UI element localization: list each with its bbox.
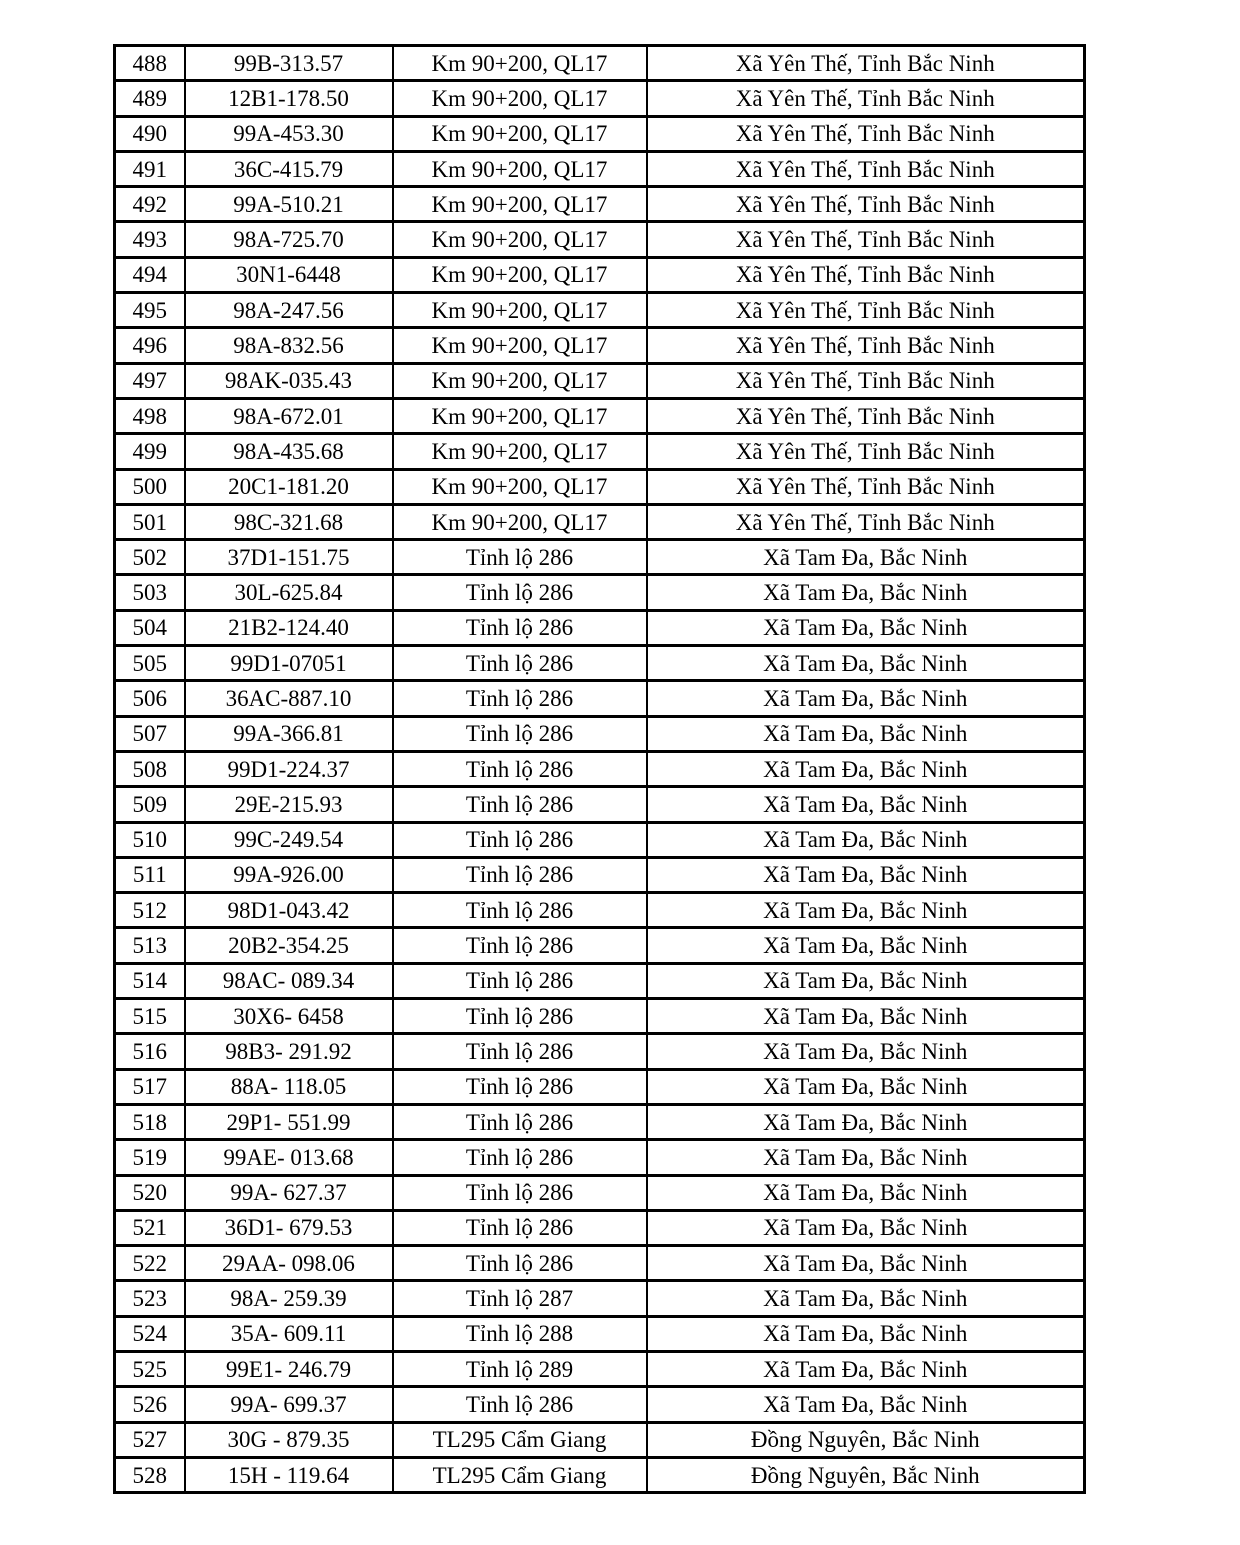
table-row (115, 1034, 1085, 1069)
cell-location: Km 90+200, QL17 (393, 328, 647, 363)
cell-plate: 99AE- 013.68 (185, 1140, 393, 1175)
cell-index: 506 (115, 681, 185, 716)
cell-index: 518 (115, 1104, 185, 1139)
table-row (115, 363, 1085, 398)
table-row (115, 787, 1085, 822)
table-row (115, 1457, 1085, 1492)
cell-plate: 98A-435.68 (185, 434, 393, 469)
cell-location: Km 90+200, QL17 (393, 293, 647, 328)
cell-plate: 99B-313.57 (185, 46, 393, 81)
cell-address: Xã Yên Thế, Tỉnh Bắc Ninh (647, 504, 1085, 539)
cell-index: 493 (115, 222, 185, 257)
cell-plate: 98AC- 089.34 (185, 963, 393, 998)
cell-index: 502 (115, 540, 185, 575)
table-row (115, 999, 1085, 1034)
cell-address: Xã Tam Đa, Bắc Ninh (647, 1210, 1085, 1245)
table-row (115, 398, 1085, 433)
cell-address: Xã Tam Đa, Bắc Ninh (647, 1104, 1085, 1139)
table-row (115, 504, 1085, 539)
table-row (115, 293, 1085, 328)
cell-location: Km 90+200, QL17 (393, 222, 647, 257)
cell-address: Xã Yên Thế, Tỉnh Bắc Ninh (647, 328, 1085, 363)
cell-location: Tỉnh lộ 286 (393, 1175, 647, 1210)
cell-plate: 30N1-6448 (185, 257, 393, 292)
cell-location: Km 90+200, QL17 (393, 187, 647, 222)
cell-plate: 30G - 879.35 (185, 1422, 393, 1457)
cell-index: 519 (115, 1140, 185, 1175)
cell-address: Xã Yên Thế, Tỉnh Bắc Ninh (647, 293, 1085, 328)
cell-plate: 98D1-043.42 (185, 893, 393, 928)
table-row (115, 434, 1085, 469)
cell-index: 495 (115, 293, 185, 328)
cell-location: Tỉnh lộ 286 (393, 646, 647, 681)
cell-index: 517 (115, 1069, 185, 1104)
cell-plate: 37D1-151.75 (185, 540, 393, 575)
cell-location: TL295 Cẩm Giang (393, 1422, 647, 1457)
table-row (115, 328, 1085, 363)
cell-address: Xã Tam Đa, Bắc Ninh (647, 751, 1085, 786)
table-row (115, 1281, 1085, 1316)
cell-address: Xã Tam Đa, Bắc Ninh (647, 610, 1085, 645)
cell-index: 498 (115, 398, 185, 433)
cell-location: Tỉnh lộ 286 (393, 751, 647, 786)
cell-plate: 98A-247.56 (185, 293, 393, 328)
cell-index: 528 (115, 1457, 185, 1492)
cell-location: Tỉnh lộ 286 (393, 681, 647, 716)
cell-index: 512 (115, 893, 185, 928)
cell-plate: 21B2-124.40 (185, 610, 393, 645)
cell-plate: 35A- 609.11 (185, 1316, 393, 1351)
cell-plate: 88A- 118.05 (185, 1069, 393, 1104)
table-row (115, 1351, 1085, 1386)
table-row (115, 963, 1085, 998)
cell-plate: 99A- 627.37 (185, 1175, 393, 1210)
cell-location: Tỉnh lộ 286 (393, 822, 647, 857)
cell-index: 504 (115, 610, 185, 645)
cell-location: Km 90+200, QL17 (393, 151, 647, 186)
vehicle-plate-table (113, 44, 1086, 1494)
table-row (115, 151, 1085, 186)
cell-address: Xã Tam Đa, Bắc Ninh (647, 1246, 1085, 1281)
cell-plate: 36C-415.79 (185, 151, 393, 186)
cell-plate: 20B2-354.25 (185, 928, 393, 963)
cell-address: Xã Tam Đa, Bắc Ninh (647, 1069, 1085, 1104)
cell-plate: 98A-672.01 (185, 398, 393, 433)
cell-location: Tỉnh lộ 286 (393, 575, 647, 610)
table-row (115, 681, 1085, 716)
cell-index: 515 (115, 999, 185, 1034)
cell-address: Xã Tam Đa, Bắc Ninh (647, 540, 1085, 575)
cell-index: 521 (115, 1210, 185, 1245)
cell-location: Tỉnh lộ 286 (393, 857, 647, 892)
cell-address: Xã Tam Đa, Bắc Ninh (647, 1387, 1085, 1422)
table-row (115, 1069, 1085, 1104)
cell-plate: 99A-510.21 (185, 187, 393, 222)
cell-plate: 98AK-035.43 (185, 363, 393, 398)
cell-location: Km 90+200, QL17 (393, 469, 647, 504)
cell-plate: 98C-321.68 (185, 504, 393, 539)
table-row (115, 610, 1085, 645)
cell-index: 516 (115, 1034, 185, 1069)
cell-location: Tỉnh lộ 286 (393, 963, 647, 998)
table-row (115, 116, 1085, 151)
cell-location: Tỉnh lộ 289 (393, 1351, 647, 1386)
table-row (115, 46, 1085, 81)
cell-address: Xã Yên Thế, Tỉnh Bắc Ninh (647, 257, 1085, 292)
table-row (115, 575, 1085, 610)
cell-address: Xã Yên Thế, Tỉnh Bắc Ninh (647, 222, 1085, 257)
cell-address: Xã Tam Đa, Bắc Ninh (647, 1034, 1085, 1069)
cell-index: 499 (115, 434, 185, 469)
cell-location: Km 90+200, QL17 (393, 434, 647, 469)
cell-index: 525 (115, 1351, 185, 1386)
cell-plate: 30L-625.84 (185, 575, 393, 610)
cell-plate: 12B1-178.50 (185, 81, 393, 116)
cell-location: Tỉnh lộ 286 (393, 1210, 647, 1245)
cell-plate: 99C-249.54 (185, 822, 393, 857)
table-row (115, 540, 1085, 575)
cell-plate: 30X6- 6458 (185, 999, 393, 1034)
cell-address: Xã Tam Đa, Bắc Ninh (647, 963, 1085, 998)
cell-index: 491 (115, 151, 185, 186)
cell-index: 514 (115, 963, 185, 998)
cell-address: Xã Tam Đa, Bắc Ninh (647, 646, 1085, 681)
cell-location: Km 90+200, QL17 (393, 398, 647, 433)
cell-plate: 99D1-07051 (185, 646, 393, 681)
cell-index: 496 (115, 328, 185, 363)
cell-address: Đồng Nguyên, Bắc Ninh (647, 1422, 1085, 1457)
cell-plate: 29P1- 551.99 (185, 1104, 393, 1139)
cell-location: Km 90+200, QL17 (393, 81, 647, 116)
cell-location: Tỉnh lộ 286 (393, 928, 647, 963)
plate-table-body (115, 46, 1085, 1493)
cell-location: Km 90+200, QL17 (393, 116, 647, 151)
cell-location: Tỉnh lộ 286 (393, 1069, 647, 1104)
cell-plate: 98B3- 291.92 (185, 1034, 393, 1069)
cell-index: 503 (115, 575, 185, 610)
cell-address: Xã Yên Thế, Tỉnh Bắc Ninh (647, 187, 1085, 222)
cell-index: 497 (115, 363, 185, 398)
table-row (115, 751, 1085, 786)
cell-location: Tỉnh lộ 286 (393, 716, 647, 751)
cell-address: Đồng Nguyên, Bắc Ninh (647, 1457, 1085, 1492)
cell-index: 524 (115, 1316, 185, 1351)
cell-address: Xã Tam Đa, Bắc Ninh (647, 999, 1085, 1034)
cell-plate: 98A-832.56 (185, 328, 393, 363)
table-row (115, 187, 1085, 222)
table-row (115, 469, 1085, 504)
cell-index: 505 (115, 646, 185, 681)
cell-index: 523 (115, 1281, 185, 1316)
table-row (115, 1210, 1085, 1245)
table-row (115, 1316, 1085, 1351)
cell-plate: 99A-453.30 (185, 116, 393, 151)
cell-address: Xã Tam Đa, Bắc Ninh (647, 787, 1085, 822)
cell-plate: 99D1-224.37 (185, 751, 393, 786)
cell-address: Xã Tam Đa, Bắc Ninh (647, 1175, 1085, 1210)
table-row (115, 1175, 1085, 1210)
cell-location: Km 90+200, QL17 (393, 46, 647, 81)
cell-address: Xã Yên Thế, Tỉnh Bắc Ninh (647, 363, 1085, 398)
cell-plate: 99A-926.00 (185, 857, 393, 892)
cell-address: Xã Tam Đa, Bắc Ninh (647, 822, 1085, 857)
table-row (115, 857, 1085, 892)
cell-address: Xã Tam Đa, Bắc Ninh (647, 716, 1085, 751)
cell-plate: 36D1- 679.53 (185, 1210, 393, 1245)
table-row (115, 1104, 1085, 1139)
table-row (115, 222, 1085, 257)
cell-index: 511 (115, 857, 185, 892)
cell-plate: 98A- 259.39 (185, 1281, 393, 1316)
cell-plate: 15H - 119.64 (185, 1457, 393, 1492)
cell-location: Tỉnh lộ 286 (393, 893, 647, 928)
cell-index: 489 (115, 81, 185, 116)
cell-address: Xã Yên Thế, Tỉnh Bắc Ninh (647, 434, 1085, 469)
cell-address: Xã Tam Đa, Bắc Ninh (647, 1316, 1085, 1351)
cell-location: Km 90+200, QL17 (393, 363, 647, 398)
table-row (115, 928, 1085, 963)
cell-index: 508 (115, 751, 185, 786)
cell-plate: 29E-215.93 (185, 787, 393, 822)
cell-index: 513 (115, 928, 185, 963)
table-row (115, 1140, 1085, 1175)
cell-address: Xã Yên Thế, Tỉnh Bắc Ninh (647, 398, 1085, 433)
table-row (115, 822, 1085, 857)
cell-index: 509 (115, 787, 185, 822)
cell-location: Tỉnh lộ 286 (393, 1387, 647, 1422)
cell-address: Xã Tam Đa, Bắc Ninh (647, 857, 1085, 892)
cell-index: 522 (115, 1246, 185, 1281)
cell-index: 490 (115, 116, 185, 151)
cell-address: Xã Yên Thế, Tỉnh Bắc Ninh (647, 469, 1085, 504)
table-row (115, 893, 1085, 928)
cell-plate: 99E1- 246.79 (185, 1351, 393, 1386)
cell-index: 500 (115, 469, 185, 504)
cell-location: Tỉnh lộ 286 (393, 1104, 647, 1139)
cell-index: 520 (115, 1175, 185, 1210)
cell-address: Xã Yên Thế, Tỉnh Bắc Ninh (647, 151, 1085, 186)
cell-index: 510 (115, 822, 185, 857)
cell-location: TL295 Cẩm Giang (393, 1457, 647, 1492)
table-row (115, 257, 1085, 292)
cell-location: Tỉnh lộ 286 (393, 1246, 647, 1281)
cell-plate: 36AC-887.10 (185, 681, 393, 716)
cell-location: Tỉnh lộ 286 (393, 1140, 647, 1175)
table-row (115, 1387, 1085, 1422)
cell-location: Tỉnh lộ 288 (393, 1316, 647, 1351)
table-row (115, 81, 1085, 116)
cell-address: Xã Yên Thế, Tỉnh Bắc Ninh (647, 46, 1085, 81)
cell-location: Km 90+200, QL17 (393, 504, 647, 539)
cell-address: Xã Tam Đa, Bắc Ninh (647, 1140, 1085, 1175)
table-row (115, 1246, 1085, 1281)
cell-address: Xã Tam Đa, Bắc Ninh (647, 1351, 1085, 1386)
cell-address: Xã Yên Thế, Tỉnh Bắc Ninh (647, 116, 1085, 151)
cell-address: Xã Yên Thế, Tỉnh Bắc Ninh (647, 81, 1085, 116)
cell-index: 501 (115, 504, 185, 539)
cell-location: Tỉnh lộ 287 (393, 1281, 647, 1316)
cell-plate: 20C1-181.20 (185, 469, 393, 504)
cell-plate: 99A- 699.37 (185, 1387, 393, 1422)
cell-plate: 99A-366.81 (185, 716, 393, 751)
cell-index: 526 (115, 1387, 185, 1422)
cell-location: Tỉnh lộ 286 (393, 610, 647, 645)
table-row (115, 716, 1085, 751)
cell-location: Tỉnh lộ 286 (393, 787, 647, 822)
cell-address: Xã Tam Đa, Bắc Ninh (647, 1281, 1085, 1316)
cell-index: 488 (115, 46, 185, 81)
table-row (115, 646, 1085, 681)
cell-address: Xã Tam Đa, Bắc Ninh (647, 681, 1085, 716)
cell-index: 494 (115, 257, 185, 292)
cell-location: Tỉnh lộ 286 (393, 540, 647, 575)
cell-index: 527 (115, 1422, 185, 1457)
cell-index: 507 (115, 716, 185, 751)
cell-plate: 98A-725.70 (185, 222, 393, 257)
cell-location: Km 90+200, QL17 (393, 257, 647, 292)
cell-location: Tỉnh lộ 286 (393, 1034, 647, 1069)
cell-address: Xã Tam Đa, Bắc Ninh (647, 575, 1085, 610)
cell-address: Xã Tam Đa, Bắc Ninh (647, 928, 1085, 963)
table-row (115, 1422, 1085, 1457)
cell-address: Xã Tam Đa, Bắc Ninh (647, 893, 1085, 928)
cell-location: Tỉnh lộ 286 (393, 999, 647, 1034)
cell-index: 492 (115, 187, 185, 222)
cell-plate: 29AA- 098.06 (185, 1246, 393, 1281)
